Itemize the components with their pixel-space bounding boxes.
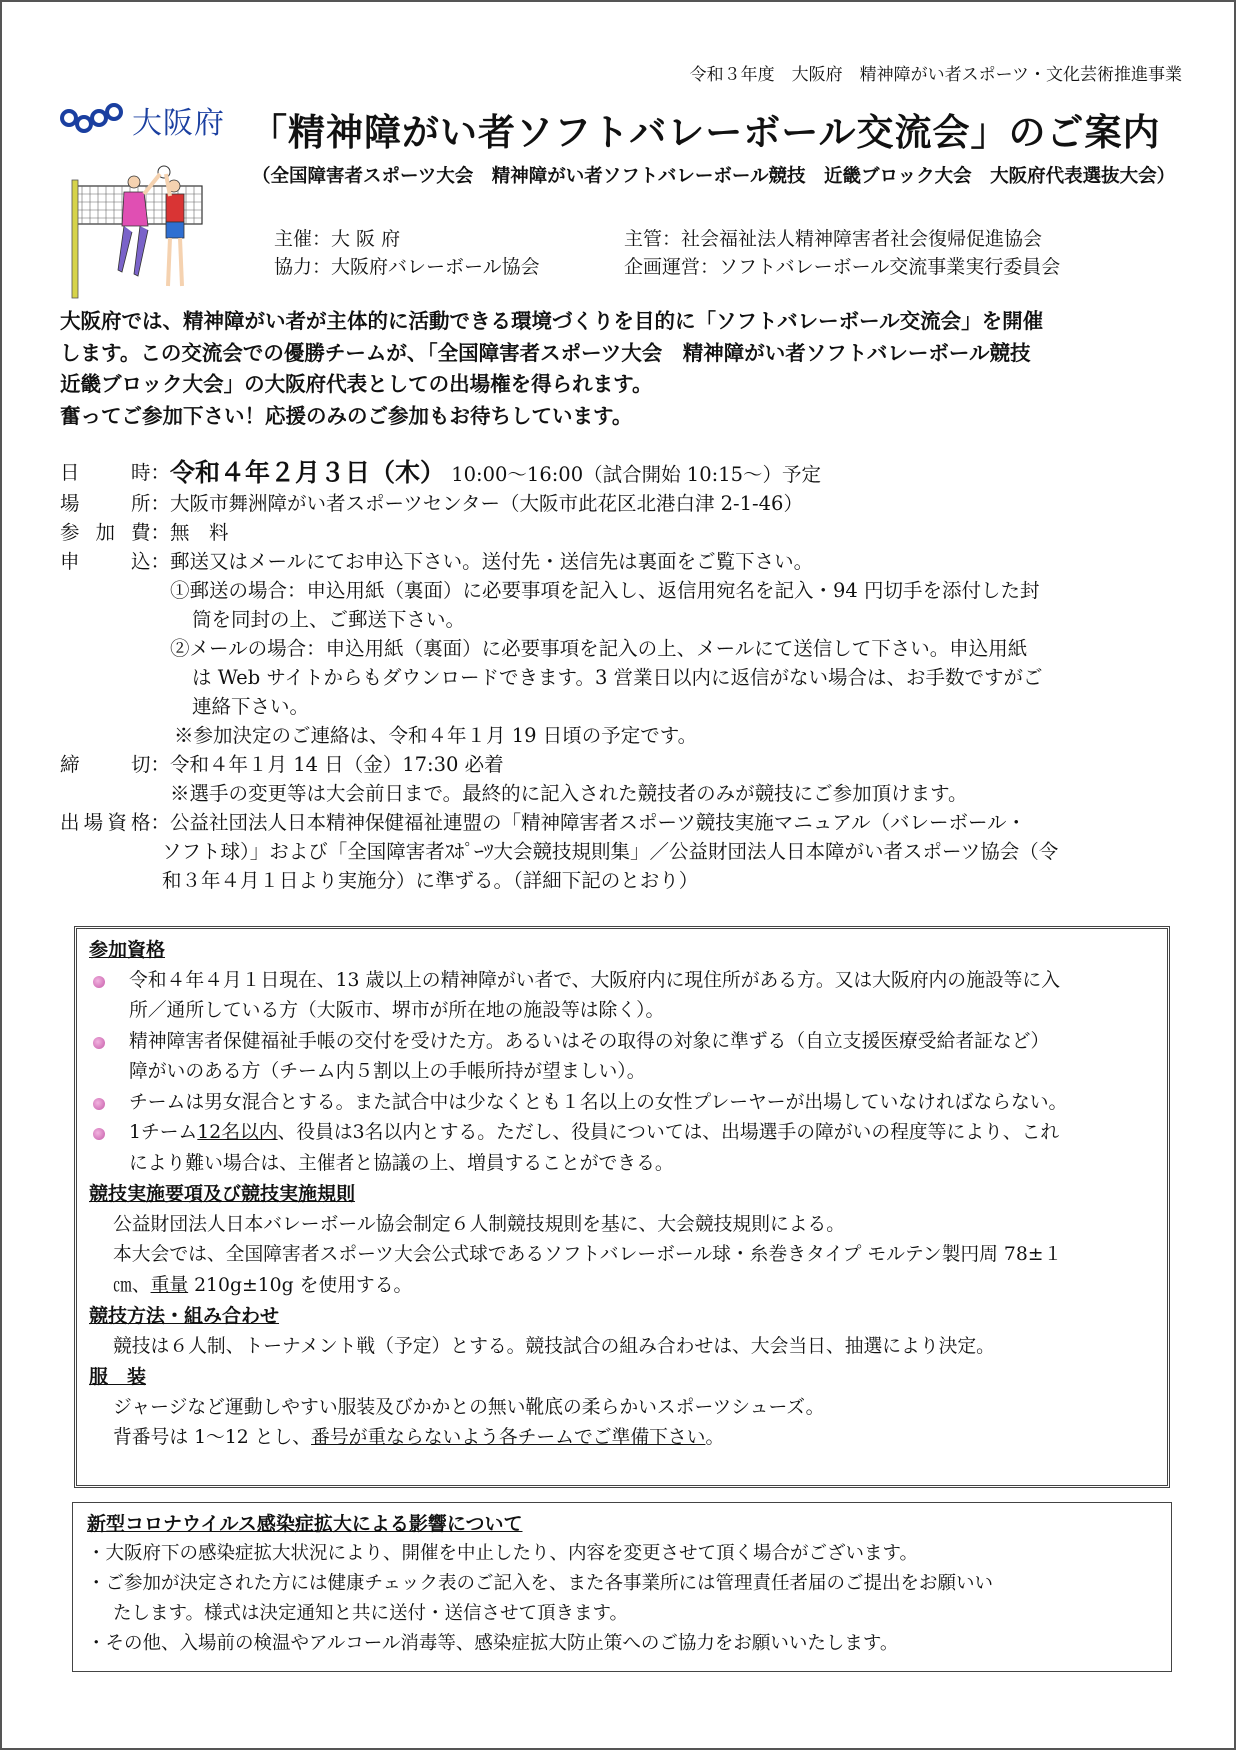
apply-note: ※参加決定のご連絡は、令和４年１月 19 日頃の予定です。 [174,724,698,747]
logo-text: 大阪府 [132,106,225,141]
covid-notice-line: たします。様式は決定通知と共に送付・送信させて頂きます。 [113,1603,629,1624]
deadline: 令和４年１月 14 日（金）17:30 必着 [170,753,504,776]
bullet-icon [89,966,129,1027]
eligibility-item: 精神障害者保健福祉手帳の交付を受けた方。あるいはその取得の対象に準ずる（自立支援医療受給者証など） 障がいのある方（チーム内５割以上の手帳所持が望ましい）。 [89,1027,1155,1088]
apply-mail-line: 筒を同封の上、ご郵送下さい。 [192,608,466,631]
bullet-icon [89,1027,129,1088]
qualification-label: 出 場 資 格： [60,811,170,834]
intro-line: 大阪府では、精神障がい者が主体的に活動できる環境づくりを目的に「ソフトバレーボール交流会」を開催 [60,309,1044,333]
page-title: 「精神障がい者ソフトバレーボール交流会」のご案内 [250,111,1161,154]
bullet-icon [89,1088,129,1119]
osaka-logo [60,98,225,142]
intro-line: します。この交流会での優勝チームが、「全国障害者スポーツ大会 精神障がい者ソフトバレーボール競技 [60,340,1031,365]
place-row [60,489,1190,518]
covid-notice-line: ・大阪府下の感染症拡大状況により、開催を中止したり、内容を変更させて頂く場合がございます。 [87,1543,919,1564]
fee-row [60,518,1190,547]
event-place: 大阪市舞洲障がい者スポーツセンター（大阪市此花区北港白津 2-1-46） [170,492,803,515]
intro-line: 近畿ブロック大会」の大阪府代表としての出場権を得られます。 [60,372,653,396]
date-row [60,458,1190,489]
event-time: 10:00～16:00（試合開始 10:15～）予定 [451,463,822,486]
eligibility-item: 令和４年４月１日現在、13 歳以上の精神障がい者で、大阪府内に現住所がある方。又は大阪府内の施設等に入 所／通所している方（大阪市、堺市が所在地の施設等は除く）。 [89,966,1155,1027]
page-subtitle: （全国障害者スポーツ大会 精神障がい者ソフトバレーボール競技 近畿ブロック大会 大阪府代表選抜大会） [252,166,1176,187]
volleyball-players-illustration [62,160,212,300]
osaka-emblem-icon [60,100,124,140]
apply-method: 郵送又はメールにてお申込下さい。送付先・送信先は裏面をご覧下さい。 [170,550,814,573]
host-organizer: 主催：大 阪 府 [274,228,401,250]
deadline-note: ※選手の変更等は大会前日まで。最終的に記入された競技者のみが競技にご参加頂けます。 [170,782,968,805]
dress-text: ジャージなど運動しやすい服装及びかかとの無い靴底の柔らかいスポーツシューズ。 [113,1396,825,1418]
apply-mail-line: ①郵送の場合：申込用紙（裏面）に必要事項を記入し、返信用宛名を記入・94 円切手を添付した封 [170,579,1040,602]
eligibility-box [74,926,1170,1488]
header-note: 令和３年度 大阪府 精神障がい者スポーツ・文化芸術推進事業 [689,65,1182,85]
apply-row [60,547,1190,576]
deadline-label: 締 切： [60,753,170,776]
covid-notice-title: 新型コロナウイルス感染症拡大による影響について [87,1513,523,1535]
eligibility-item: チームは男女混合とする。また試合中は少なくとも１名以上の女性プレーヤーが出場していなければならない。 [89,1088,1155,1119]
covid-notice-line: ・ご参加が決定された方には健康チェック表のご記入を、また各事業所には管理責任者届のご提出をお願いい [87,1573,993,1594]
apply-email-line: 連絡下さい。 [192,695,310,718]
intro-line: 奮ってご参加下さい！応援のみのご参加もお待ちしています。 [60,403,633,428]
fee-label: 参 加 費： [60,521,170,544]
rules-title: 競技実施要項及び競技実施規則 [89,1183,356,1205]
apply-label: 申 込： [60,550,170,573]
eligibility-title: 参加資格 [89,939,166,961]
rules-text: 本大会では、全国障害者スポーツ大会公式球であるソフトバレーボール球・糸巻きタイプ モルテン製円周 78±１ [113,1244,1063,1265]
qualification-line: 和３年４月１日より実施分）に準ずる。（詳細下記のとおり） [162,869,699,892]
event-details [60,458,1190,895]
qualification-text: 公益社団法人日本精神保健福祉連盟の「精神障害者スポーツ競技実施マニュアル（バレーボール・ [170,811,1027,834]
apply-email-line: ②メールの場合：申込用紙（裏面）に必要事項を記入の上、メールにて送信して下さい。申込用紙 [170,637,1028,660]
cooperating-organization: 協力：大阪府バレーボール協会 [274,256,540,278]
planning-organization: 企画運営：ソフトバレーボール交流事業実行委員会 [624,256,1061,278]
apply-email-line: は Web サイトからもダウンロードできます。3 営業日以内に返信がない場合は、お手数ですがご [192,666,1043,689]
date-label: 日 時： [60,461,170,484]
intro-paragraph [60,306,1190,432]
place-label: 場 所： [60,492,170,515]
event-date: 令和４年２月３日（木） [170,458,446,487]
rules-text: 公益財団法人日本バレーボール協会制定６人制競技規則を基に、大会競技規則による。 [113,1213,846,1235]
bullet-icon [89,1118,129,1179]
method-title: 競技方法・組み合わせ [89,1305,280,1327]
method-text: 競技は６人制、トーナメント戦（予定）とする。競技試合の組み合わせは、大会当日、抽選により決定。 [113,1335,995,1357]
qualification-line: ソフト球）」および「全国障害者ｽﾎﾟｰﾂ大会競技規則集」／公益財団法人日本障がい者スポーツ協会（令 [162,840,1059,863]
rules-text: ㎝、重量 210g±10g を使用する。 [113,1274,413,1296]
deadline-row [60,750,1190,779]
covid-notice-line: ・その他、入場前の検温やアルコール消毒等、感染症拡大防止策へのご協力をお願いいたします。 [87,1633,899,1654]
eligibility-item: 1チーム12名以内、役員は3名以内とする。ただし、役員については、出場選手の障がいの程度等により、これ により難い場合は、主催者と協議の上、増員することができる。 [89,1118,1155,1179]
managing-organization: 主管：社会福祉法人精神障害者社会復帰促進協会 [624,228,1043,250]
event-fee: 無 料 [170,521,229,544]
team-size-limit: 12名以内 [197,1122,278,1143]
dress-title: 服 装 [89,1366,147,1388]
covid-notice-box [72,1502,1172,1672]
dress-text: 背番号は 1～12 とし、番号が重ならないよう各チームでご準備下さい。 [113,1427,725,1448]
qualification-row [60,808,1190,837]
